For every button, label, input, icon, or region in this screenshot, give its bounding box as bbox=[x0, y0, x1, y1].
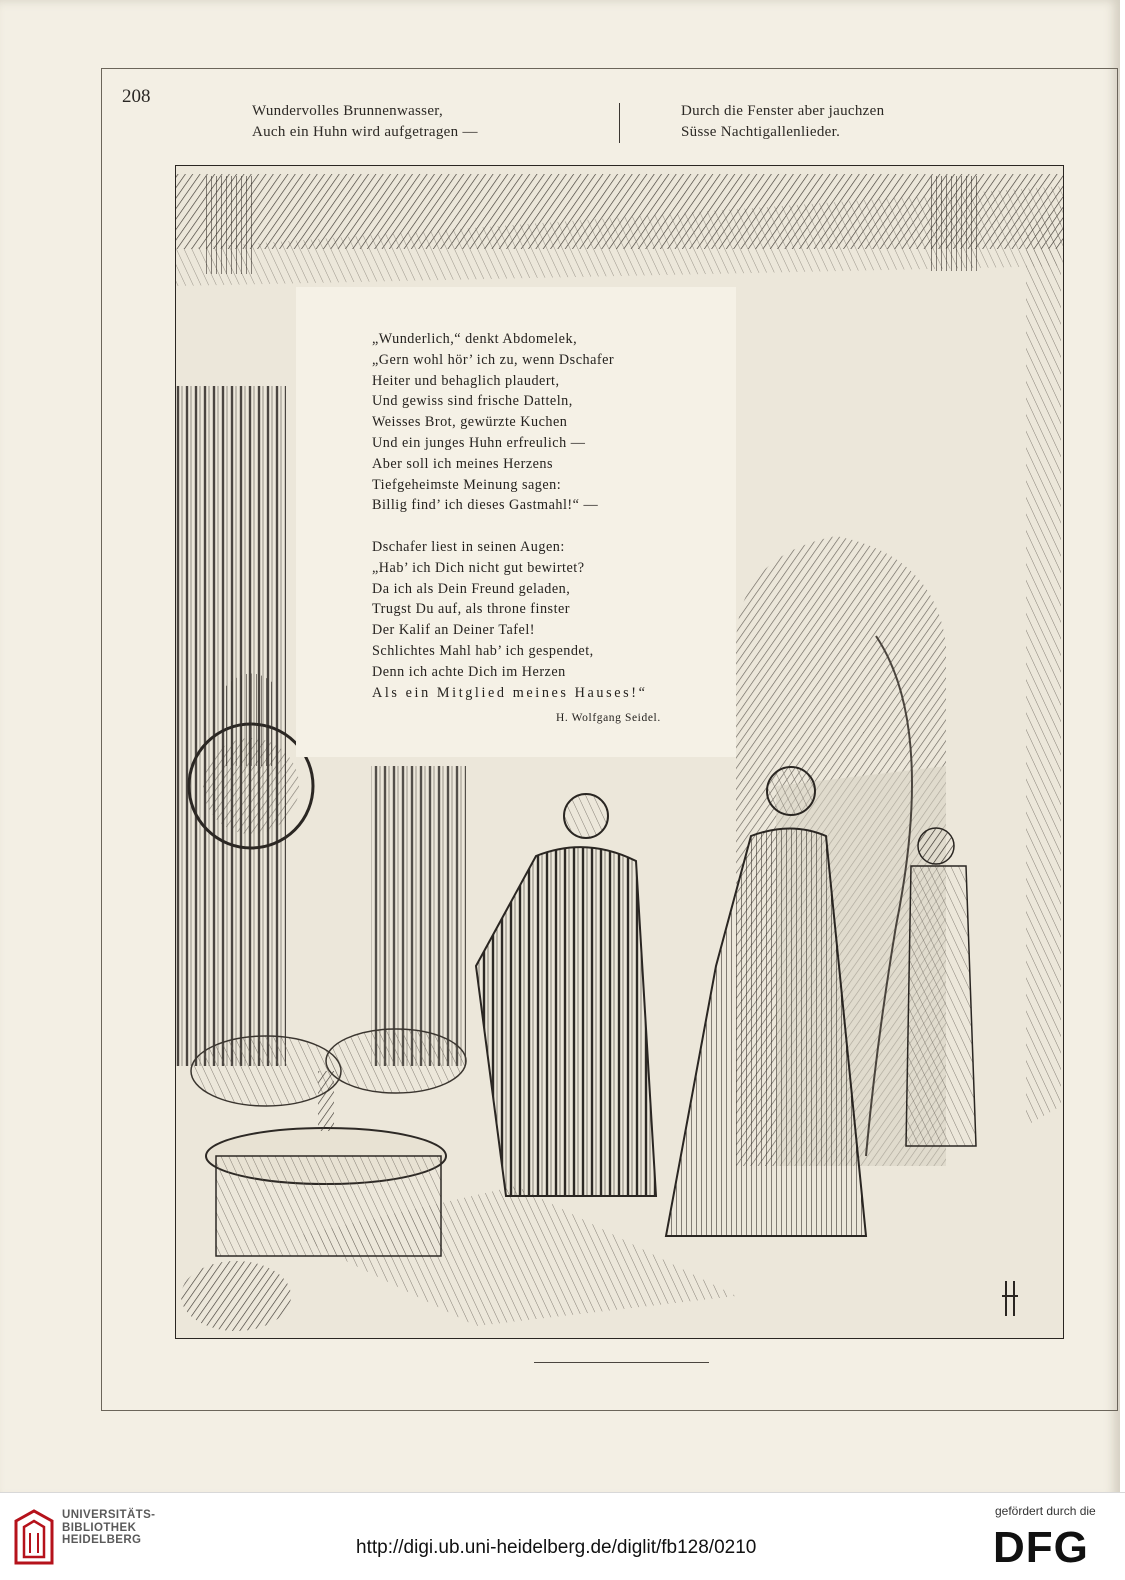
poem-line: Und gewiss sind frische Datteln, bbox=[372, 393, 573, 410]
verse-line: Süsse Nachtigallenlieder. bbox=[681, 124, 841, 140]
institution-line: HEIDELBERG bbox=[62, 1534, 142, 1546]
institution-line: BIBLIOTHEK bbox=[62, 1521, 137, 1534]
bottle bbox=[318, 1071, 334, 1131]
dfg-logo[interactable]: DFG bbox=[993, 1523, 1089, 1572]
figure-head bbox=[767, 767, 815, 815]
page-number: 208 bbox=[122, 86, 151, 107]
beam-bracket bbox=[206, 176, 254, 274]
ub-heidelberg-logo-icon[interactable] bbox=[12, 1507, 56, 1567]
poem-line: Heiter und behaglich plaudert, bbox=[372, 372, 560, 389]
poem-line: Denn ich achte Dich im Herzen bbox=[372, 663, 566, 680]
poem-line: Aber soll ich meines Herzens bbox=[372, 455, 554, 472]
right-wall bbox=[1026, 206, 1061, 1126]
poem bbox=[372, 329, 647, 703]
wall-hanging bbox=[371, 766, 466, 1066]
figure-robe bbox=[476, 847, 656, 1196]
poem-line: „Wunderlich,“ denkt Abdomelek, bbox=[372, 331, 578, 347]
bottom-rule bbox=[534, 1362, 709, 1363]
figure-head bbox=[918, 828, 954, 864]
poem-line: Der Kalif an Deiner Tafel! bbox=[372, 622, 535, 639]
verse-line: Durch die Fenster aber jauchzen bbox=[681, 103, 885, 119]
poem-stanza bbox=[372, 329, 647, 516]
funded-by-label: gefördert durch die bbox=[995, 1504, 1096, 1518]
table-base bbox=[216, 1156, 441, 1256]
poem-line: Dschafer liest in seinen Augen: bbox=[372, 538, 565, 555]
verse-divider bbox=[619, 103, 620, 143]
footer-bar bbox=[0, 1492, 1125, 1580]
beam-bracket bbox=[928, 176, 980, 271]
poem-line: Billig find’ ich dieses Gastmahl!“ — bbox=[372, 497, 599, 514]
poem-line: „Hab’ ich Dich nicht gut bewirtet? bbox=[372, 559, 585, 576]
poem-line: „Gern wohl hör’ ich zu, wenn Dschafer bbox=[372, 351, 615, 368]
figure-body bbox=[906, 866, 976, 1146]
poem-line: Da ich als Dein Freund geladen, bbox=[372, 580, 571, 597]
helmet bbox=[226, 674, 276, 767]
institution-line: UNIVERSITÄTS- bbox=[62, 1509, 156, 1521]
poem-line: Tiefgeheimste Meinung sagen: bbox=[372, 476, 562, 493]
poem-line: Weisses Brot, gewürzte Kuchen bbox=[372, 414, 568, 431]
institution-name[interactable] bbox=[62, 1509, 155, 1547]
cushion bbox=[326, 1029, 466, 1093]
poem-stanza bbox=[372, 537, 647, 703]
cushion bbox=[181, 1261, 291, 1331]
verse-left bbox=[252, 101, 478, 143]
poem-line: Und ein junges Huhn erfreulich — bbox=[372, 434, 586, 451]
poem-line: Als ein Mitglied meines Hauses!“ bbox=[372, 684, 648, 701]
verse-line: Wundervolles Brunnenwasser, bbox=[252, 103, 444, 119]
permalink-url[interactable]: http://digi.ub.uni-heidelberg.de/diglit/fb128/0210 bbox=[356, 1537, 757, 1558]
figure-head bbox=[564, 794, 608, 838]
poem-line: Trugst Du auf, als throne finster bbox=[372, 601, 571, 618]
poem-line: Schlichtes Mahl hab’ ich gespendet, bbox=[372, 642, 594, 659]
verse-right bbox=[681, 101, 884, 143]
artist-signature bbox=[1002, 1281, 1018, 1316]
poem-author: H. Wolfgang Seidel. bbox=[556, 712, 661, 724]
verse-line: Auch ein Huhn wird aufgetragen — bbox=[252, 124, 478, 140]
